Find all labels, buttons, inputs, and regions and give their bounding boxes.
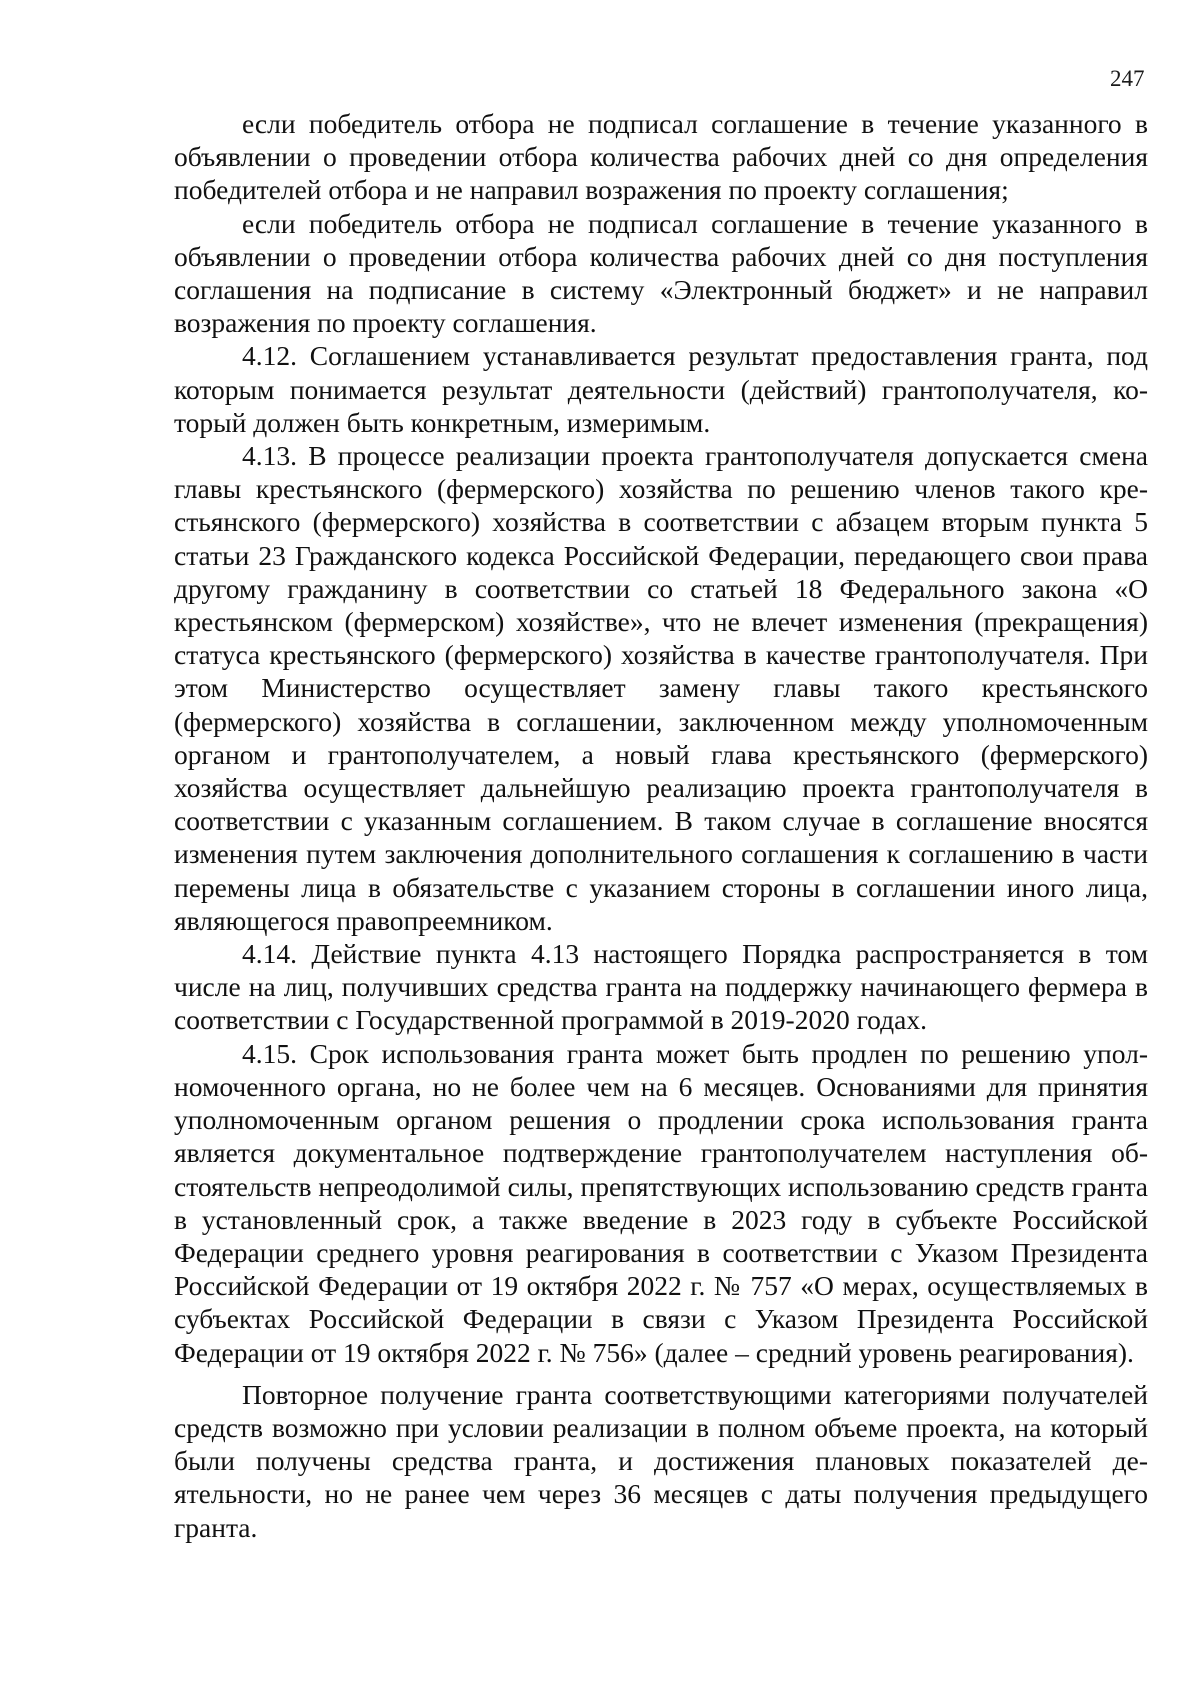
paragraph-4-13: 4.13. В процессе реализации проекта грантополучателя допускается смена главы крестьянского (фермерского) хозяйства по решению членов такого крестьянского (фермерского) хозяйства в соответствии с абзацем вторым пункта 5 статьи 23 Гражданского кодекса Российской Федерации, передающего свои права другому гражданину в соответствии со статьей 18 Федерального закона «О крестьянском (фермерском) хозяйстве», что не влечет изменения (прекращения) статуса крестьянского (фермерского) хозяйства в качестве грантополучателя. При этом Министерство осуществляет замену главы такого крестьянского (фермерского) хозяйства в соглашении, заключенном между уполномоченным органом и грантополучателем, а новый глава крестьянского (фермерского) хозяйства осуществляет дальнейшую реализацию проекта грантополучателя в соответствии с указанным соглашением. В таком случае в соглашение вносятся изменения путем заключения дополнительного соглашения к соглашению в части перемены лица в обязательстве с указанием стороны в соглашении иного лица, являющегося правопреемником.	[174, 440, 1148, 936]
page-number: 247	[1110, 66, 1145, 91]
paragraph-electronic-budget: если победитель отбора не подписал соглашение в течение указанного в объявлении о проведении отбора количества рабочих дней со дня поступления соглашения на подписание в систему «Электронный бюджет» и не направил возражения по проекту соглашения.	[174, 207, 1148, 339]
paragraph-signing-deadline-objection: если победитель отбора не подписал соглашение в течение указанного в объявлении о проведении отбора количества рабочих дней со дня определения победителей отбора и не направил возражения по проекту соглашения;	[174, 108, 1148, 206]
paragraph-4-12: 4.12. Соглашением устанавливается результат предоставления гранта, под которым понимается результат деятельности (действий) грантополучателя, который должен быть конкретным, измеримым.	[174, 340, 1148, 438]
paragraph-4-14: 4.14. Действие пункта 4.13 настоящего Порядка распространяется в том числе на лиц, получивших средства гранта на поддержку начинающего фермера в соответствии с Государственной программой в 2019-2020 годах.	[174, 938, 1148, 1036]
document-body	[174, 107, 1148, 1544]
paragraph-repeat-grant: Повторное получение гранта соответствующими категориями получателей средств возможно при условии реализации в полном объеме проекта, на который были получены средства гранта, и достижения плановых показателей деятельности, но не ранее чем через 36 месяцев с даты получения предыдущего гранта.	[174, 1378, 1148, 1543]
paragraph-4-15: 4.15. Срок использования гранта может быть продлен по решению уполномоченного органа, но не более чем на 6 месяцев. Основаниями для принятия уполномоченным органом решения о продлении срока использования гранта является документальное подтверждение грантополучателем наступления обстоятельств непреодолимой силы, препятствующих использованию средств гранта в установленный срок, а также введение в 2023 году в субъекте Российской Федерации среднего уровня реагирования в соответствии с Указом Президента Российской Федерации от 19 октября 2022 г. № 757 «О мерах, осуществляемых в субъектах Российской Федерации в связи с Указом Президента Российской Федерации от 19 октября 2022 г. № 756» (далее – средний уровень реагирования).	[174, 1037, 1148, 1368]
